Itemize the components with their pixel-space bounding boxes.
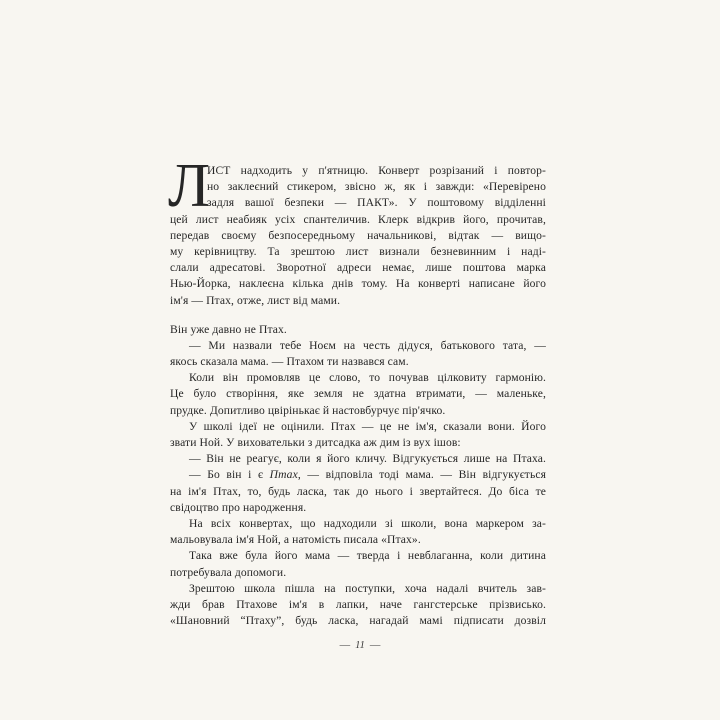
text-line [170,435,546,451]
text-run: Він уже давно не Птах. [170,322,287,336]
folio-dash-left: — [339,640,351,651]
text-run: потребувала допомоги. [170,565,287,579]
text-line [170,228,546,244]
text-line [170,581,546,597]
text-line [170,613,546,629]
drop-cap-letter: Л [168,152,211,220]
text-line [170,322,546,338]
text-run: — Він не реагує, коли я його кличу. Відгукується лише на Птаха. [189,452,546,466]
text-run: , — відповіла тоді мама. — Він відгукується [297,468,547,482]
text-line [170,354,546,370]
text-run: передав своєму безпосередньому начальникові, відтак — вищо- [170,228,546,242]
text-run: жди брав Птахове ім'я в лапки, наче гангстерське прізвисько. [170,597,546,611]
text-line [170,212,546,228]
text-line [170,403,546,419]
text-line [170,532,546,548]
text-run: «Шановний “Птаху”, будь ласка, нагадай мамі підписати дозвіл [170,614,546,628]
text-line [170,163,546,179]
text-run: на ім'я Птах, то, будь ласка, так до нього і звертайтеся. До біса те [170,484,546,498]
text-line [170,467,546,483]
text-run: мальовувала ім'я Ной, а натомість писала «Птах». [170,533,421,547]
text-run: Коли він промовляв це слово, то почував цілковиту гармонію. [189,371,546,385]
text-line [170,451,546,467]
text-run: — Ми назвали тебе Ноєм на честь дідуся, батькового тата, — [189,338,546,352]
text-line [170,338,546,354]
text-run: Така вже була його мама — тверда і невблаганна, коли дитина [189,549,546,563]
text-line [170,195,546,211]
text-run: На всіх конвертах, що надходили зі школи, вона маркером за- [189,516,546,530]
text-line [170,179,546,195]
text-line [170,386,546,402]
text-run: цей лист неабияк усіх спантеличив. Клерк відкрив його, прочитав, [170,212,546,226]
text-run: Це було створіння, яке земля не здатна втримати, — маленьке, [170,387,546,401]
text-run: слали адресатові. Зворотної адреси немає, лише поштова марка [170,261,546,275]
text-line [170,548,546,564]
text-run: — Бо він і є [189,468,270,482]
text-run: ім'я — Птах, отже, лист від мами. [170,293,341,307]
folio-dash-right: — [369,640,381,651]
text-run: но заклеєний стикером, звісно ж, як і завжди: «Перевірено [207,180,546,194]
text-line [170,260,546,276]
body-text [170,163,546,629]
text-run: задля вашої безпеки — ПАКТ». У поштовому відділенні [207,196,546,210]
text-line [170,565,546,581]
text-line [170,484,546,500]
text-line [170,419,546,435]
text-run: ИСТ надходить у п'ятницю. Конверт розрізаний і повтор- [207,164,546,177]
text-run: звати Ной. У виховательки з дитсадка аж дим із вух ішов: [170,436,461,449]
text-run: Нью-Йорка, наклеєна кілька днів тому. На конверті написане його [170,277,546,291]
text-run: Зрештою школа пішла на поступки, хоча надалі вчитель зав- [189,581,546,595]
text-line [170,500,546,516]
text-run: якось сказала мама. — Птахом ти назвався сам. [170,355,409,369]
emphasized-word: Птах [269,468,298,482]
text-run: прудке. Допитливо цвірінькає й настовбурчує пір'ячко. [170,403,446,417]
text-line [170,516,546,532]
text-line [170,244,546,260]
text-block [168,152,547,629]
text-run: У школі ідеї не оцінили. Птах — це не ім'я, сказали вони. Його [189,419,546,433]
page-number [0,640,720,651]
text-line [170,293,546,309]
text-run: свідоцтво про народження. [170,500,307,514]
text-run: му керівництву. Та зрештою лист визнали безневинним і наді- [170,244,546,258]
folio-number: 11 [355,640,365,651]
text-line [170,276,546,292]
text-line [170,370,546,386]
text-line [170,597,546,613]
